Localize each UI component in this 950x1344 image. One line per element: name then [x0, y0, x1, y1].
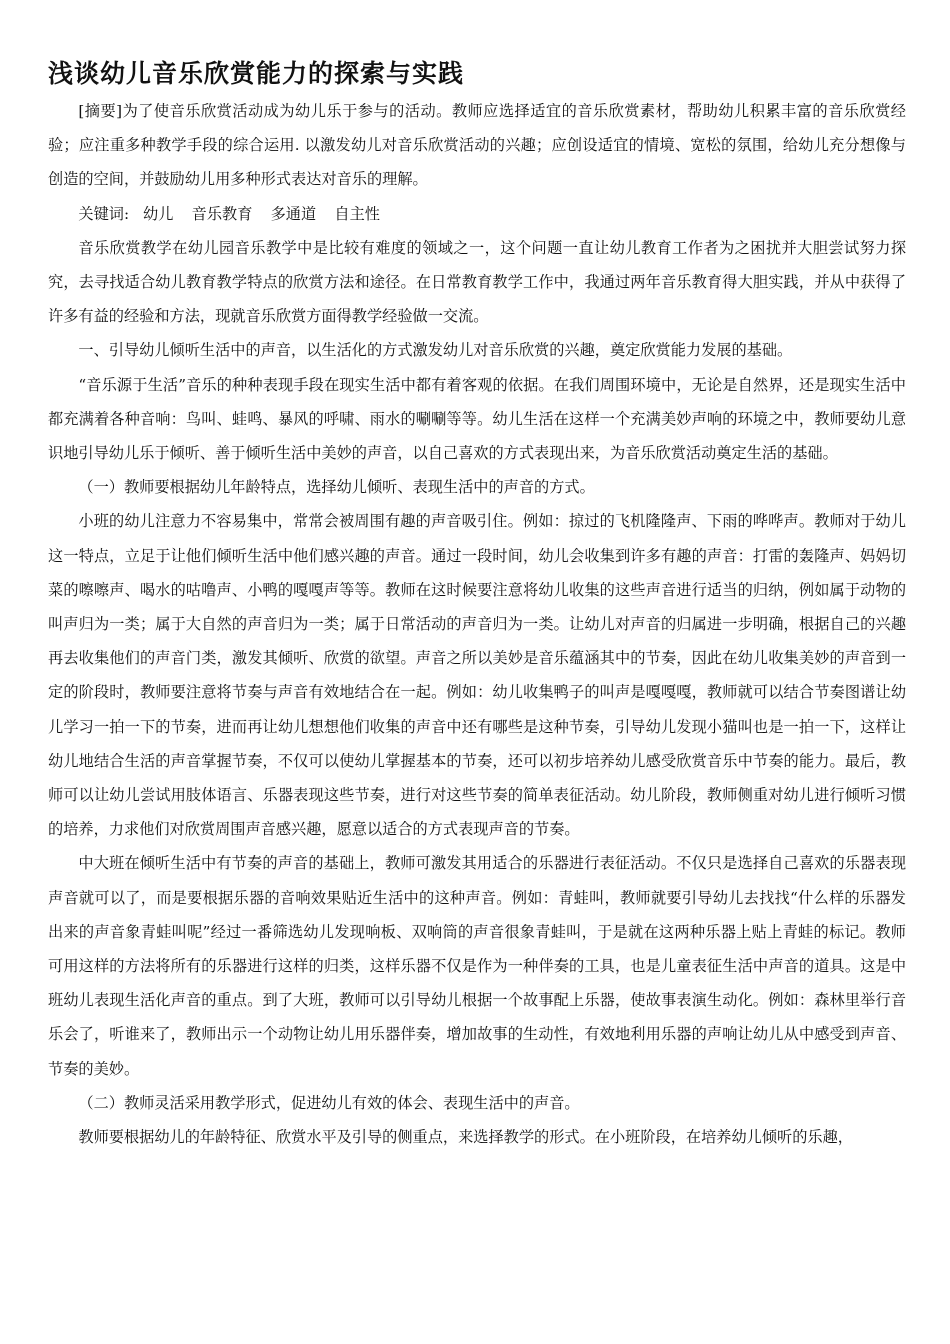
body-paragraph: “音乐源于生活”音乐的种种表现手段在现实生活中都有着客观的依据。在我们周围环境中，无论是自然界，还是现实生活中都充满着各种音响：鸟叫、蛙鸣、暴风的呼啸、雨水的唰唰等等。幼儿生活在这样一个充满美妙声响的环境之中，教师要幼儿意识地引导幼儿乐于倾听、善于倾听生活中美妙的声音，以自己喜欢的方式表现出来，为音乐欣赏活动奠定生活的基础。: [48, 375, 906, 463]
body-paragraph: 小班的幼儿注意力不容易集中，常常会被周围有趣的声音吸引住。例如：掠过的飞机隆隆声、下雨的哗哗声。教师对于幼儿这一特点，立足于让他们倾听生活中他们感兴趣的声音。通过一段时间，幼儿会收集到许多有趣的声音：打雷的轰隆声、妈妈切菜的嚓嚓声、喝水的咕噜声、小鸭的嘎嘎声等等。教师在这时候要注意将幼儿收集的这些声音进行适当的归纳，例如属于动物的叫声归为一类；属于大自然的声音归为一类；属于日常活动的声音归为一类。让幼儿对声音的归属进一步明确，根据自己的兴趣再去收集他们的声音门类，激发其倾听、欣赏的欲望。声音之所以美妙是音乐蕴涵其中的节奏，因此在幼儿收集美妙的声音到一定的阶段时，教师要注意将节奏与声音有效地结合在一起。例如：幼儿收集鸭子的叫声是嘎嘎嘎，教师就可以结合节奏图谱让幼儿学习一拍一下的节奏，进而再让幼儿想想他们收集的声音中还有哪些是这种节奏，引导幼儿发现小猫叫也是一拍一下，这样让幼儿地结合生活的声音掌握节奏，不仅可以使幼儿掌握基本的节奏，还可以初步培养幼儿感受欣赏音乐中节奏的能力。最后，教师可以让幼儿尝试用肢体语言、乐器表现这些节奏，进行对这些节奏的简单表征活动。幼儿阶段，教师侧重对幼儿进行倾听习惯的培养，力求他们对欣赏周围声音感兴趣，愿意以适合的方式表现声音的节奏。: [48, 512, 906, 839]
keyword: 自主性: [334, 204, 380, 223]
document-page: [48, 56, 906, 1154]
subsection-heading-1: （一）教师要根据幼儿年龄特点，选择幼儿倾听、表现生活中的声音的方式。: [78, 478, 595, 497]
abstract-paragraph: [摘要]为了使音乐欣赏活动成为幼儿乐于参与的活动。教师应选择适宜的音乐欣赏素材，帮助幼儿积累丰富的音乐欣赏经验；应注重多种教学手段的综合运用. 以激发幼儿对音乐欣赏活动的兴趣；应创设适宜的情境、宽松的氛围，给幼儿充分想像与创造的空间，并鼓励幼儿用多种形式表达对音乐的理解。: [48, 102, 906, 189]
keyword: 音乐教育: [191, 204, 253, 223]
section-heading-1: 一、引导幼儿倾听生活中的声音，以生活化的方式激发幼儿对音乐欣赏的兴趣，奠定欣赏能力发展的基础。: [78, 341, 793, 360]
keywords-line: [48, 197, 906, 231]
keyword: 多通道: [270, 204, 317, 223]
body-paragraph: 教师要根据幼儿的年龄特征、欣赏水平及引导的侧重点，来选择教学的形式。在小班阶段，在培养幼儿倾听的乐趣，: [78, 1128, 853, 1147]
document-title: 浅谈幼儿音乐欣赏能力的探索与实践: [48, 59, 465, 88]
subsection-heading-2: （二）教师灵活采用教学形式，促进幼儿有效的体会、表现生活中的声音。: [78, 1093, 580, 1112]
keywords-label: 关键词:: [78, 204, 130, 223]
body-paragraph: 中大班在倾听生活中有节奏的声音的基础上，教师可激发其用适合的乐器进行表征活动。不仅只是选择自己喜欢的乐器表现声音就可以了，而是要根据乐器的音响效果贴近生活中的这种声音。例如：青蛙叫，教师就要引导幼儿去找找“什么样的乐器发出来的声音象青蛙叫呢”经过一番筛选幼儿发现响板、双响筒的声音很象青蛙叫，于是就在这两种乐器上贴上青蛙的标记。教师可用这样的方法将所有的乐器进行这样的归类，这样乐器不仅是作为一种伴奏的工具，也是儿童表征生活中声音的道具。这是中班幼儿表现生活化声音的重点。到了大班，教师可以引导幼儿根据一个故事配上乐器，使故事表演生动化。例如：森林里举行音乐会了，听谁来了，教师出示一个动物让幼儿用乐器伴奏，增加故事的生动性，有效地利用乐器的声响让幼儿从中感受到声音、节奏的美妙。: [48, 854, 906, 1078]
body-paragraph-intro: 音乐欣赏教学在幼儿园音乐教学中是比较有难度的领域之一，这个问题一直让幼儿教育工作者为之困扰并大胆尝试努力探究，去寻找适合幼儿教育教学特点的欣赏方法和途径。在日常教育教学工作中，我通过两年音乐教育得大胆实践，并从中获得了许多有益的经验和方法，现就音乐欣赏方面得教学经验做一交流。: [48, 238, 906, 326]
keyword: 幼儿: [143, 204, 174, 223]
